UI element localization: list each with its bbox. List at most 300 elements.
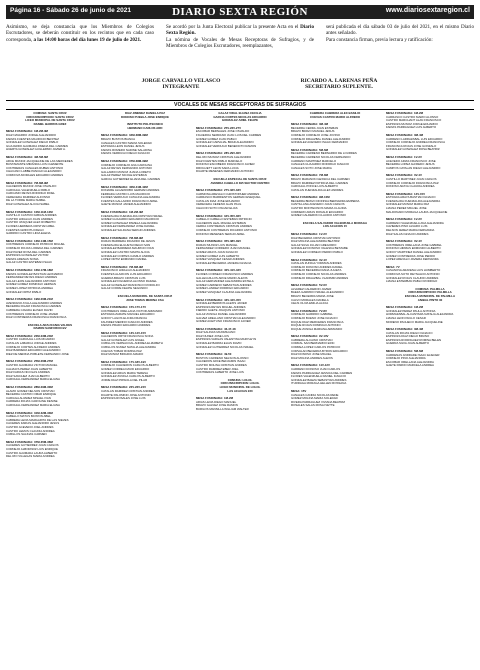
mesa-member-name: FERNANDEZ REYES DIEGO ANDRES (6, 276, 58, 280)
mesa-member-name: GOMEZ CONTRERAS JOSE PEDRO (386, 254, 435, 258)
mesa-member-name: CABELLO MATUS BAYRON ABEL (6, 415, 51, 419)
mesa-member-name: DELSON JEREZ MARIA FERNANDA (386, 229, 435, 233)
mesa-block (196, 152, 284, 174)
mesa-member-name: LOPEZ AREVALO JAVIERA FERNANDA (386, 258, 439, 262)
mesa-block-title: MESA FUSIONADA: 13M-14M-15M (6, 239, 53, 243)
mesa-member-name: CONTRERAS ORELLANA JOSE GABRIEL (386, 243, 442, 247)
intro-col2-a: Se acordó por la Junta Electoral publicar la presente Acta en el (166, 24, 299, 30)
mesa-member-name: CONTRERAS ORELLANA VICTOR ARMANDO (101, 309, 163, 313)
mesa-member-name: CORNEJO CALDERON CARLOS ALBERTO (101, 364, 159, 368)
mesa-member-name: CARREÑO DONOSO JUAN CARLOS (291, 368, 341, 372)
mesa-block-title: MESA FUSIONADA: 14V-15V (386, 192, 426, 196)
mesa-member-name: DIAZ SALAS IGNACIO ANDRES (386, 232, 429, 236)
mesa-block (101, 186, 189, 208)
mesa-block-title: MESA FUSIONADA: 3V-4V (291, 258, 327, 262)
mesa-block-title: MESA FUSIONADA: 10M-11M-12M (6, 210, 53, 214)
mesa-member-name: ESCOBAR ORELLANA ALEJANDRA (386, 360, 434, 364)
mesa-member-name: CALVO MORALES DANIELA (291, 298, 329, 302)
mesa-block (6, 324, 94, 331)
mesa-member-name: CABRERA CAVADA ELISEO DAVID (6, 308, 53, 312)
mesa-member-name: CORNEJO CORNEJO ANDREA FRANCISCA (386, 141, 446, 145)
mesa-member-name: CASTRO RAMIREZ EBER JOEL (196, 367, 239, 371)
mesa-member-name: FAUNDEZ MERINO IGNACIO ANDRES (101, 320, 153, 324)
mesa-member-name: FUENTES GRIFFITH DIEGO (6, 228, 44, 232)
mesa-member-name: BRAVO RAMIREZ PATRICIA DEL CARMEN (291, 181, 348, 185)
mesa-member-name: CASTRO MARCHANT ALAN FRANCISCO (386, 119, 442, 123)
mesa-member-name: FARIAS ARENAS SONIA (6, 257, 39, 261)
mesa-member-name: CALDERON ORTIZ FRANCISCA SOFIA (101, 335, 154, 339)
mesa-member-name: CARVAJAL FERNANDEZ MARIA ELIANA (6, 403, 60, 407)
mesa-member-name: CONTRERAS ALBERTO JOSE LUIS (196, 371, 244, 375)
mesa-block-title: MESA FUSIONADA: 4M-5M-6M (6, 155, 48, 159)
mesa-member-name: GONZALEZ GUTIERREZ NICOLAS ISRAEL (196, 345, 254, 349)
mesa-member-name: CAVIERES PINO ALVARO LUIS (386, 225, 428, 229)
mesa-member-name: DONOSO HIRMAS EDMUNDO ALBERTO (386, 247, 441, 251)
mesa-member-name: GODOY LAGOS ELICRA FRANCIA (101, 316, 148, 320)
mesas-columns (6, 112, 474, 668)
mesa-block (6, 130, 94, 152)
mesa-member-name: BAEZA GARRIDO ISRAEL ALEJANDRO (291, 291, 344, 295)
mesa-member-name: DANIEL BARROS GREZ (33, 122, 67, 126)
mesa-member-name: GONZALEZ CASTRO MARTA ALICIA (101, 251, 150, 254)
mesa-block-title: MESA FUSIONADA: 22V-23V-24V (101, 386, 147, 390)
mesa-block (386, 306, 474, 324)
mesas-column-1 (6, 112, 94, 668)
mesa-member-name: CARRASCO CASTRO MARIO ALONSO (386, 115, 439, 119)
mesa-member-name: GALAZ REYES FERNANDO ANTONIO (101, 167, 152, 171)
mesa-block-title: COMUNA: SANTA CRUZ (33, 112, 67, 115)
mesa-member-name: CONTRERAS CANALES RUBEN ANTONIO (6, 166, 64, 170)
mesa-member-name: CORNEJO ROJAS LORENA DEL CARMEN (6, 247, 63, 250)
mesa-block-title: MESA FUSIONADA: 1V-2V (386, 218, 422, 222)
mesa-member-name: GOMEZ CORREA DAVID EDUARDO (101, 368, 150, 372)
mesa-block-title: MESA FUSIONADA: 25V-23V-27V (196, 126, 242, 130)
mesa-member-name: GOMEZ GONZALEZ PAMELA ALEJANDRA (101, 221, 158, 225)
mesa-member-name: CUBILLOS VERNACOAL ANDREA ELIZABETH (101, 342, 163, 346)
mesa-member-name: ARCE MUÑOZ JACQUELINE DE LAS MERCEDES (6, 159, 73, 163)
mesa-member-name: FUENZALIDA ELGUETA DIEGO IVAN (101, 243, 151, 247)
mesa-member-name: DIAZ MOLINA ANDRES ALEXIS (291, 356, 333, 360)
mesa-block (291, 364, 379, 386)
mesa-member-name: DIAZ DONOSO JOSE MIGUEL (291, 353, 332, 357)
mesa-member-name: CARCAMO REYES RODRIGO FIDEL (6, 192, 55, 196)
mesa-member-name: CALDERON LEAL MIGUEL ESTEBAN (196, 221, 246, 225)
mesa-block-title: MESA FUSIONADA: 7V-8V (291, 309, 327, 313)
mesa-block (386, 174, 474, 188)
mesa-member-name: CALDERON MUÑOZ JOSE OSVALDO (6, 185, 57, 189)
mesa-block (6, 211, 94, 236)
mesa-member-name: ESPINOZA VARGAS VALENTINA MARYLEYN (196, 338, 257, 342)
mesa-block (6, 182, 94, 207)
mesa-member-name: DIAZ CONTRERAS FRANCISCA FRANCISCA (6, 316, 67, 320)
mesa-member-name: DIAZ NUÑEZ JOSE LUIS (196, 334, 229, 338)
mesa-block (6, 441, 94, 459)
mesa-block-title: MESA FUSIONADA: 15V-17V-17V (101, 306, 147, 310)
mesa-block-title: MESA FUSIONADA: 9V-10V (291, 335, 329, 339)
mesa-member-name: BRAVO MARAÑON GESSICA DEL CARMEN (291, 177, 350, 181)
mesa-member-name: CUEVAS CASTRO MARIO ALFREDO (310, 115, 360, 119)
mesa-block (6, 240, 94, 265)
mesa-block (101, 361, 189, 383)
mesa-member-name: CARRERA ROJAS CAROLINE DENISE (6, 400, 58, 404)
mesa-member-name: FARIAS VERDUGO DIEGO IGNACIO (101, 152, 150, 156)
mesa-member-name: MORENO PACHECO MARIA JACQUELINE (386, 320, 443, 324)
mesa-member-name: BECERRA LOPEZ ALFREDO JESUS (386, 163, 435, 167)
mesa-block-title: MESA FUSIONADA: 7M-8M (291, 174, 328, 178)
mesa-member-name: GALLARDO MUÑOZ JUANA LORETO (101, 170, 151, 174)
signature-1-name: JORGE CARVALLO VELASCO (141, 78, 221, 84)
mesa-member-name: CORNEJO ALBORNOZ LUIS ENRIQUE (6, 447, 58, 451)
mesa-block-title: MESA FUSIONADA: 3M-4M (291, 123, 328, 127)
mesa-member-name: HORMAZABAL ALCANTARA NATALIA ALEJANDRA (386, 313, 454, 317)
mesa-member-name: GONZALEZ BARRIA ELIAS DAVID (196, 342, 242, 346)
mesa-block (6, 335, 94, 357)
mesa-block (6, 386, 94, 408)
mesa-member-name: ESPINOZA ROSALES JOSE LUIS (101, 397, 146, 401)
mesa-block (386, 193, 474, 215)
mesa-member-name: FARIAS ROMERO NADINE SALADINA (101, 148, 152, 152)
mesa-member-name: GONZALEZ ARIAS MARIA TERESA (101, 371, 149, 375)
mesa-block (6, 156, 94, 178)
intro-col1-bold: a las 14:00 horas del día lunes 19 de julio de 2021. (33, 36, 142, 43)
mesa-member-name: BECERRA CARREÑO BERNARDO DE LOURDES (291, 152, 357, 156)
mesa-member-name: DIAZ PAVEZ ROSA DEL CARMEN (6, 250, 51, 254)
mesa-block-title: MESA FUSIONADA: 34V-35V-36V (196, 214, 242, 218)
mesa-block-title: MESA FUSIONADA: 1M-2M-3M (6, 130, 48, 134)
mesa-member-name: GONZALEZ CARVAJAL BRAD ALEJANDRO (196, 141, 254, 145)
mesa-member-name: CASTRO HIDALGO JUAN ANDRES (6, 217, 53, 221)
mesa-member-name: GOMEZ LANDEZ RODRIGO EDUARDO (196, 287, 249, 291)
mesa-member-name: GONZALEZ CORNEJO PEDRO PABLO (291, 251, 343, 254)
mesa-member-name: CORNEJO DRAAZBAL DANIEL ALEJANDRO (291, 137, 351, 141)
mesa-member-name: FARIAS PARRAGUEZ LUIS ALBERTO (386, 126, 437, 130)
mesa-member-name: GALAZ GONZALEZ FRANCISCO RODOLFO (101, 283, 160, 287)
mesa-member-name: GONZALEZ ZUÑIGA CARLOS ALBERTO (101, 375, 155, 379)
mesa-member-name: CALDERON ARCE BENJAMIN ISAAC (196, 360, 246, 364)
mesa-member-name: CASTRO AHUMADA VICTOR MANUEL (6, 364, 58, 368)
mesa-member-name: GOMEZ VASQUEZ CLAUDIA ALEJANDRA (196, 290, 252, 294)
intro-col-3 (326, 24, 474, 43)
mesa-member-name: GONZALEZ VERDUGO BENEDICTO RAMON (196, 144, 257, 148)
newspaper-header (6, 5, 474, 19)
mesa-member-name: CORDERO ARIAS RONALD EDUARDO (291, 210, 344, 214)
mesa-block (6, 112, 94, 126)
mesa-member-name: GONZALEZ FERNANDEZ JOSE DANIEL (101, 225, 155, 229)
mesa-member-name: ITURRAGA MORAGA HELLEN ROSSANA (291, 382, 347, 386)
mesa-member-name: GONZALEZ ARIEL FELIPE (221, 119, 259, 123)
mesa-member-name: GONZALEZ MUÑOZ MARIA PAZ (386, 203, 429, 207)
mesa-member-name: GONZALEZ PEREZ PAULA ANTONIA (386, 309, 436, 313)
mesa-block (196, 299, 284, 324)
newspaper-url: www.diariosextaregion.cl (385, 7, 470, 14)
mesa-block-title: MESA FUSIONADA: 3M-4M (386, 328, 423, 332)
mesa-block (6, 298, 94, 320)
mesa-block (291, 174, 379, 192)
mesa-member-name: CANALES CASTRO MARIA SOLEDAD (101, 141, 152, 145)
mesas-column-4 (291, 112, 379, 668)
mesa-member-name: LICEO MUNICIPAL DE SANTA CRUZ (25, 119, 75, 123)
mesa-member-name: HERMANO CARLOS ARD (127, 126, 163, 130)
mesa-member-name: HUERTA GONZALEZ GUILLERMO JAVIER A. (6, 148, 66, 152)
mesa-member-name: CATALAN ROJAS DIEGO IGNACIO (386, 331, 433, 335)
mesa-member-name: CELIS OLIVA EMILIA ALICIA (291, 302, 329, 306)
mesa-member-name: FLORES VERDUGO CATALINA ALEJANDRA (101, 196, 161, 200)
intro-col1-text: Asimismo, se deja constancia que los Miembros de Colegios Escrutadores, se deberán constituir en los recintos que en cada caso corresponda, (6, 24, 154, 43)
mesa-block (196, 379, 284, 393)
mesa-member-name: FARIAS FUENTES MAURICIO BENITEZ (6, 137, 59, 141)
mesa-member-name: AVENDAÑO AYALA ALEJANDRO ANDRES (6, 301, 63, 305)
mesa-member-name: CASTRO MOLINA CRISTIAN ANDRES (196, 364, 247, 368)
mesa-member-name: ESPINOZA MUÑOZ JORGE EDUARDO (386, 122, 438, 126)
mesa-member-name: DIEZ DE MEDINA POBLETE FERNANDO JOSE (6, 352, 69, 356)
mesa-member-name: CORDOVA SOTO REYNALDO ANTONIO (386, 272, 440, 276)
mesa-block-title: MESA FUSIONADA: 7M-8M-9M (101, 236, 143, 240)
mesa-block (386, 240, 474, 262)
mesa-block-title: MESA FUSIONADA: 46-47-48 (196, 327, 236, 331)
mesa-member-name: CUBILLOS NUNEZ NATALIA ALEJANDRA (101, 346, 156, 350)
mesa-member-name: ESPINOZA DIAZ DIEGO BRUNO (386, 335, 430, 339)
mesa-member-name: GALAZ COFRE FELIPE SEGUNDO (101, 287, 148, 291)
mesa-member-name: DUARTE PALOMINO JOSE ANTONIO (101, 393, 151, 397)
mesa-block (101, 237, 189, 262)
mesa-member-name: CUBILLOS SALINAS CARMEN (6, 433, 47, 437)
mesa-member-name: GONZALEZ FIGUEROA ALONSO RAFAEL (101, 280, 157, 284)
mesa-member-name: FUENTES ALARCON LUIS EDUARDO (101, 272, 152, 276)
mesas-column-2 (101, 112, 189, 668)
mesa-member-name: CORNEJO CORNEJO NICOLAS ANDRES (291, 272, 347, 276)
mesa-member-name: CARREÑO LARRAZABAL LUIS EDUARDO (386, 137, 443, 141)
mesa-member-name: FUENZALIDA FUENZALIDA CRISTIAN ISRAEL (101, 214, 163, 218)
mesa-block (6, 412, 94, 437)
mesa-block (291, 196, 379, 218)
mesa-member-name: LIZANA ESTERBAN PABLO RODRIGO (386, 280, 438, 284)
mesa-member-name: CORVALAN BECERRA BYRON EDUARDO (291, 349, 348, 353)
mesa-member-name: GONZALEZ ROJAS CLAUDIO ANDRES (386, 276, 439, 280)
mesa-block (386, 134, 474, 152)
mesa-member-name: DONOSO ARAYA CLAUDIA ANDREA (386, 185, 435, 189)
mesa-block (196, 269, 284, 294)
mesa-member-name: CATALAN ZUÑIGA YORMAN ANDRES (291, 262, 342, 266)
mesa-member-name: FARIAS GONZALEZ BASTIAN LEONARDO (6, 272, 63, 276)
mesa-block-title: MESA FUSIONADA: 1M-2M (386, 306, 423, 310)
mesas-column-3 (196, 112, 284, 668)
mesa-block-title: ESCUELA SALVADOR VALENZUELA MORAGA (302, 221, 368, 225)
mesa-member-name: CALIZAYA PEREZ JUAN ALBERTO (6, 367, 53, 371)
mesa-member-name: BUSTAMANTE MIRANDA LUIS CLEMENTE (6, 163, 64, 167)
mesa-member-name: CARDENAS ANDRADE ISAAC ELIECER (386, 353, 440, 357)
mesa-member-name: CANALES SOTO JOSE MARIA (291, 166, 332, 170)
mesa-member-name: CORNEJO DONOSO ANDRES DANIEL (291, 265, 343, 269)
mesa-block (6, 360, 94, 382)
mesa-member-name: GALAZ SILVA JULIAN GREGORIO (291, 243, 337, 247)
mesa-member-name: ESTRADA ARAYA BASTIAN IGNACIO (386, 196, 436, 200)
mesa-block (101, 112, 189, 119)
mesa-block (196, 189, 284, 211)
mesa-block-title: MESA: 7V (386, 265, 400, 269)
mesa-member-name: DURAN MUÑOZ LUIS MANUEL (196, 243, 238, 247)
mesa-block-title: MESA FUSIONADA: 1V-2V (386, 155, 422, 159)
mesa-member-name: DIAZ FARIAS NICOLAS ANDRES (6, 371, 50, 375)
mesa-member-name: CIRCUNSCRIPCION: PALMILLA (408, 291, 452, 295)
mesa-block-title: MESA FUSIONADA: 37M-35M-36M (6, 440, 53, 444)
mesa-block (291, 112, 379, 119)
mesa-block-title: MESA FUSIONADA: 16M-17M-18M (6, 268, 53, 272)
mesa-member-name: GOMEZ GOMEZ JUAN PABLO (196, 137, 237, 141)
mesa-member-name: DROGUETT LEON SARA LUCIA (196, 166, 239, 170)
mesa-member-name: FLORES CORNEJO FRANCISCO ANDRES (196, 272, 254, 276)
mesa-block-title: INSTITUTO POLITECNICO (127, 123, 163, 127)
mesa-member-name: GONZALEZ BARRERA MAURICIO IVAN (101, 247, 154, 251)
mesa-block-title: MESA FUSIONADA: 9M-10M (291, 196, 330, 200)
mesa-member-name: LICEO MUNICIPAL DE LOLOL (219, 386, 261, 389)
mesa-member-name: CORNEJO BUENO JOSE IGNACIO (291, 316, 338, 320)
mesa-block-title: MESA FUSIONADA: 22M-23M-24M (6, 334, 53, 338)
mesa-member-name: DIAZ MUÑOZ BRIGIDO AMADO (101, 353, 144, 357)
mesa-member-name: GONZALEZ SALDANA SERGIO ANDRES (101, 229, 156, 233)
mesa-member-name: GALAZ LEON ALEJANDRO ANTONIO (6, 279, 56, 283)
mesa-member-name: FARIAS PRADO EDUARDO ANDRES (101, 324, 151, 328)
mesa-member-name: DEL RIO MUÑOZ CRISTIAN ALEJANDRO (196, 155, 252, 159)
mesa-block (386, 156, 474, 170)
mesa-member-name: CORNEJO CONTRERAS RICARDO ANTONIO (196, 229, 257, 233)
mesa-member-name: CATALAN RAMIREZ CRISTIAN ANDRES (101, 390, 155, 393)
mesa-member-name: GONZALEZ GONZALEZ ROSA BEATRIZ (386, 148, 440, 152)
mesa-member-name: CORNEJO CORNEJO ANA CAROLINA (101, 163, 153, 167)
mesa-member-name: DUQUE DIAZ MERCEDES FRANCISCA (291, 320, 344, 324)
mesa-member-name: CIRCUNSCRIPCION: LOLOL (220, 382, 260, 386)
mesa-member-name: CARMONA AREVALO CHRISTOPHER ANDRES (196, 192, 260, 196)
mesa-member-name: FLORES HERRERA CRISTIAN ABEL (6, 225, 55, 229)
mesa-member-name: ALVAREZ CALDERON JAVIER (291, 287, 332, 291)
mesa-block-title: MESA FUSIONADA: 40M-41M-42M (101, 185, 148, 189)
mesa-block-title: COMUNA: LOLOL (227, 378, 253, 382)
mesa-member-name: BRAVO BECERRA MARIA JOSE (291, 294, 334, 298)
mesa-block-title: MESA FUSIONADA: 3V-4V (386, 240, 422, 244)
signatures (6, 78, 474, 98)
mesa-member-name: LOS ACACIOS 15 (323, 225, 347, 229)
mesa-member-name: FLORES VALENZUELA DANIEL IGNACIO (291, 375, 346, 379)
mesa-member-name: CORNEJO PINO ALEJANDRA (386, 357, 426, 361)
mesa-block-title: MESA: 15V (291, 390, 307, 393)
mesa-block-title: MESA FUSIONADA: 28V-29V-30V (196, 152, 242, 156)
mesa-member-name: FERRADA CASTRO LUIS MAURICIO (101, 192, 150, 196)
mesa-member-name: CASTRO MONTECINOS MARIA CLAUDIA (291, 207, 347, 211)
mesa-block-title: MESA FUSIONADA: 28M-29M-30M (6, 386, 53, 389)
mesa-member-name: GONZALEZ BAEZA SEBASTIAN ANDRES (291, 378, 347, 382)
mesa-member-name: CATALAN FUENZALIDA ALEX ANDRES (291, 188, 344, 192)
signature-2-name: RICARDO A. LARENAS PEÑA (300, 78, 378, 84)
mesa-member-name: FIERRO GAETE JOAQUIN ANTONIO (196, 309, 245, 313)
mesa-member-name: CANALES GUAJARDO RODRIGO IGNACIO (291, 163, 349, 167)
mesa-member-name: GONZALEZ DONOSO VALESKA BETZABE (291, 247, 348, 251)
mesa-member-name: CACERES GUTIERREZ JUAN CARLOS (6, 444, 59, 448)
mesa-member-name: BUSTOS CARRENO NELSON ALONSO (196, 356, 249, 360)
mesa-block (386, 288, 474, 302)
mesa-block (291, 123, 379, 145)
mesa-member-name: CARIAGA ALVAREZ MISAEL IVAN (6, 396, 51, 400)
mesa-block (196, 215, 284, 237)
mesa-block (101, 134, 189, 156)
mesa-member-name: DIAZ FUENTES PABLO MARCELO (196, 159, 243, 163)
mesa-member-name: GONZALEZ BECERRA JAVIERA IGNACIA (196, 261, 252, 265)
mesa-block (196, 240, 284, 265)
mesa-block-title: MESA FUSIONADA: 7M-8M-9M (6, 181, 48, 185)
mesa-member-name: DIAZ GONZALEZ ALICIA ISABEL (6, 203, 50, 207)
mesa-member-name: GUERRA BRAVO CRISTIAN LUIS (101, 276, 146, 280)
mesa-member-name: CABRERA LEIVA MARGARITA DE LAS NIEVES (6, 418, 69, 422)
mesa-member-name: ESTRADA LEON DANIEL JESUS (101, 145, 145, 149)
mesa-member-name: DUQUE ROJAS DOMINGO ANTONIO (291, 324, 341, 328)
mesa-member-name: GALAZ HERNANDEZ ALEJANDRA ESTELA (196, 280, 254, 284)
mesa-member-name: CASANOVA ARAVENA LUIS HUMBERTO (386, 269, 441, 273)
mesa-block-title: MESA FUSIONADA: 43V-44V-45V (196, 298, 242, 302)
mesa-member-name: BRAVO GALVEZ JOSE RAMON (196, 404, 238, 408)
mesa-block (196, 112, 284, 123)
mesa-member-name: GOMEZ CARRENO SEBASTIAN ANDRES (196, 283, 252, 287)
mesa-member-name: CACERES FARIAS ALEJANDRO JESUS (6, 422, 60, 426)
mesa-member-name: GUAJARDO AHUMADA JIMENA DEL CARMEN (6, 144, 68, 148)
mesa-member-name: ESCUELA MUNICIPAL DE PALMILLA (404, 294, 456, 298)
mesa-block (291, 233, 379, 255)
mesa-member-name: GOMEZ ARAYA JUAN IGNACIO (196, 251, 238, 254)
mesa-member-name: GOMEZ GUAJARDO EDUARDO MAURICIO (101, 218, 159, 222)
mesa-member-name: GOMEZ GOMEZ LUIS ALBERTO (196, 254, 240, 258)
mesa-member-name: CARVAJAL VALENZUELA PABLO (6, 188, 51, 192)
mesa-block (291, 390, 379, 408)
page-date: Página 16 - Sábado 26 de junio de 2021 (10, 7, 132, 14)
mesa-block-title: ESCUELA ARAUCANIA VALDES (27, 323, 73, 327)
mesa-member-name: LAS ACACIAS 230 (227, 389, 253, 393)
mesa-member-name: CASTILLO CASTRO FABIAN ANDRES (6, 214, 57, 218)
mesa-block-title: MESA FUSIONADA: 5V-6V (291, 284, 327, 288)
mesa-member-name: CARRASCO BARRIENTOS GERMAN ESEQUIEL (196, 196, 261, 200)
mesa-block (101, 386, 189, 400)
mesa-member-name: ESCOBAR BERNALES JOSE OSVALDO (196, 130, 250, 134)
mesa-block (291, 149, 379, 171)
mesa-block (386, 350, 474, 368)
mesa-block (386, 218, 474, 236)
mesa-member-name: DONOSO PUEBLA JOSE ENRIQUE (121, 115, 169, 119)
mesa-member-name: ESPINOZA REYES MIGUEL ANDRES (196, 305, 246, 309)
mesa-member-name: CHACANO LABBE PANCHO ALEJANDRO (6, 170, 62, 174)
mesa-block (101, 160, 189, 182)
mesa-member-name: BECERRA CARREÑO NICOLAS FERNANDO (291, 155, 351, 159)
mesa-block (386, 112, 474, 130)
mesa-member-name: CARRENO VALENZUELA ANA ALEJANDRA (386, 221, 444, 225)
mesa-member-name: CABRERA CABRERA ALEX BASILIO (309, 112, 361, 115)
mesa-member-name: FRANCISCO HIDALGO ALEJANDRO (101, 269, 150, 273)
mesa-member-name: CERDA CONTRERAS CRISTIAN ANDRES (196, 225, 252, 229)
mesa-member-name: JOSE TOMAS MEDINA CSA (126, 298, 164, 302)
mesa-member-name: ACEVEDO ARIAS FRANCISCO JOSE (386, 159, 436, 163)
mesa-member-name: GOMEZ GOMEZ DOMINGO HERNAN (6, 283, 56, 287)
intro-col2-b: Diario Sexta Región. (166, 24, 314, 37)
mesa-member-name: GALLEGUILLOS ARCE MARIO ALEXIS (196, 276, 248, 280)
mesa-member-name: CARVAJAL FERNANDEZ MARIA ELIANA (6, 378, 60, 382)
mesa-member-name: CIRCUNSCRIPCION: SANTA CRUZ (26, 115, 74, 119)
mesa-block (386, 328, 474, 346)
mesa-member-name: CORNEJO CORNEJO FRANCISCA PAZ (386, 181, 439, 185)
mesa-member-name: GARRIDO CASTRO LIDIA ELENA (6, 232, 51, 236)
mesa-member-name: GUERRA SILVA JUAN ALBERTO (386, 342, 429, 346)
mesa-member-name: CANALES CANDIA NICOLAS RENE (291, 393, 339, 397)
mesa-block-title: MESA FUSIONADA: 35V-38V-39V (196, 240, 242, 244)
mesa-member-name: ESPINOZA RODRIGUEZ ROMINA BELEN (386, 338, 442, 342)
mesa-member-name: GOMEZ CALDERON CLAUDIO ANTONIO (291, 214, 346, 218)
mesa-block-title: MESA FUSIONADA: 3M-4M (386, 133, 423, 137)
mesa-member-name: DIAZ SANCHEZ JUAN ALBERTO (6, 374, 50, 378)
mesa-block-title: MESA FUSIONADA: 27V-32V-33V (196, 189, 242, 193)
